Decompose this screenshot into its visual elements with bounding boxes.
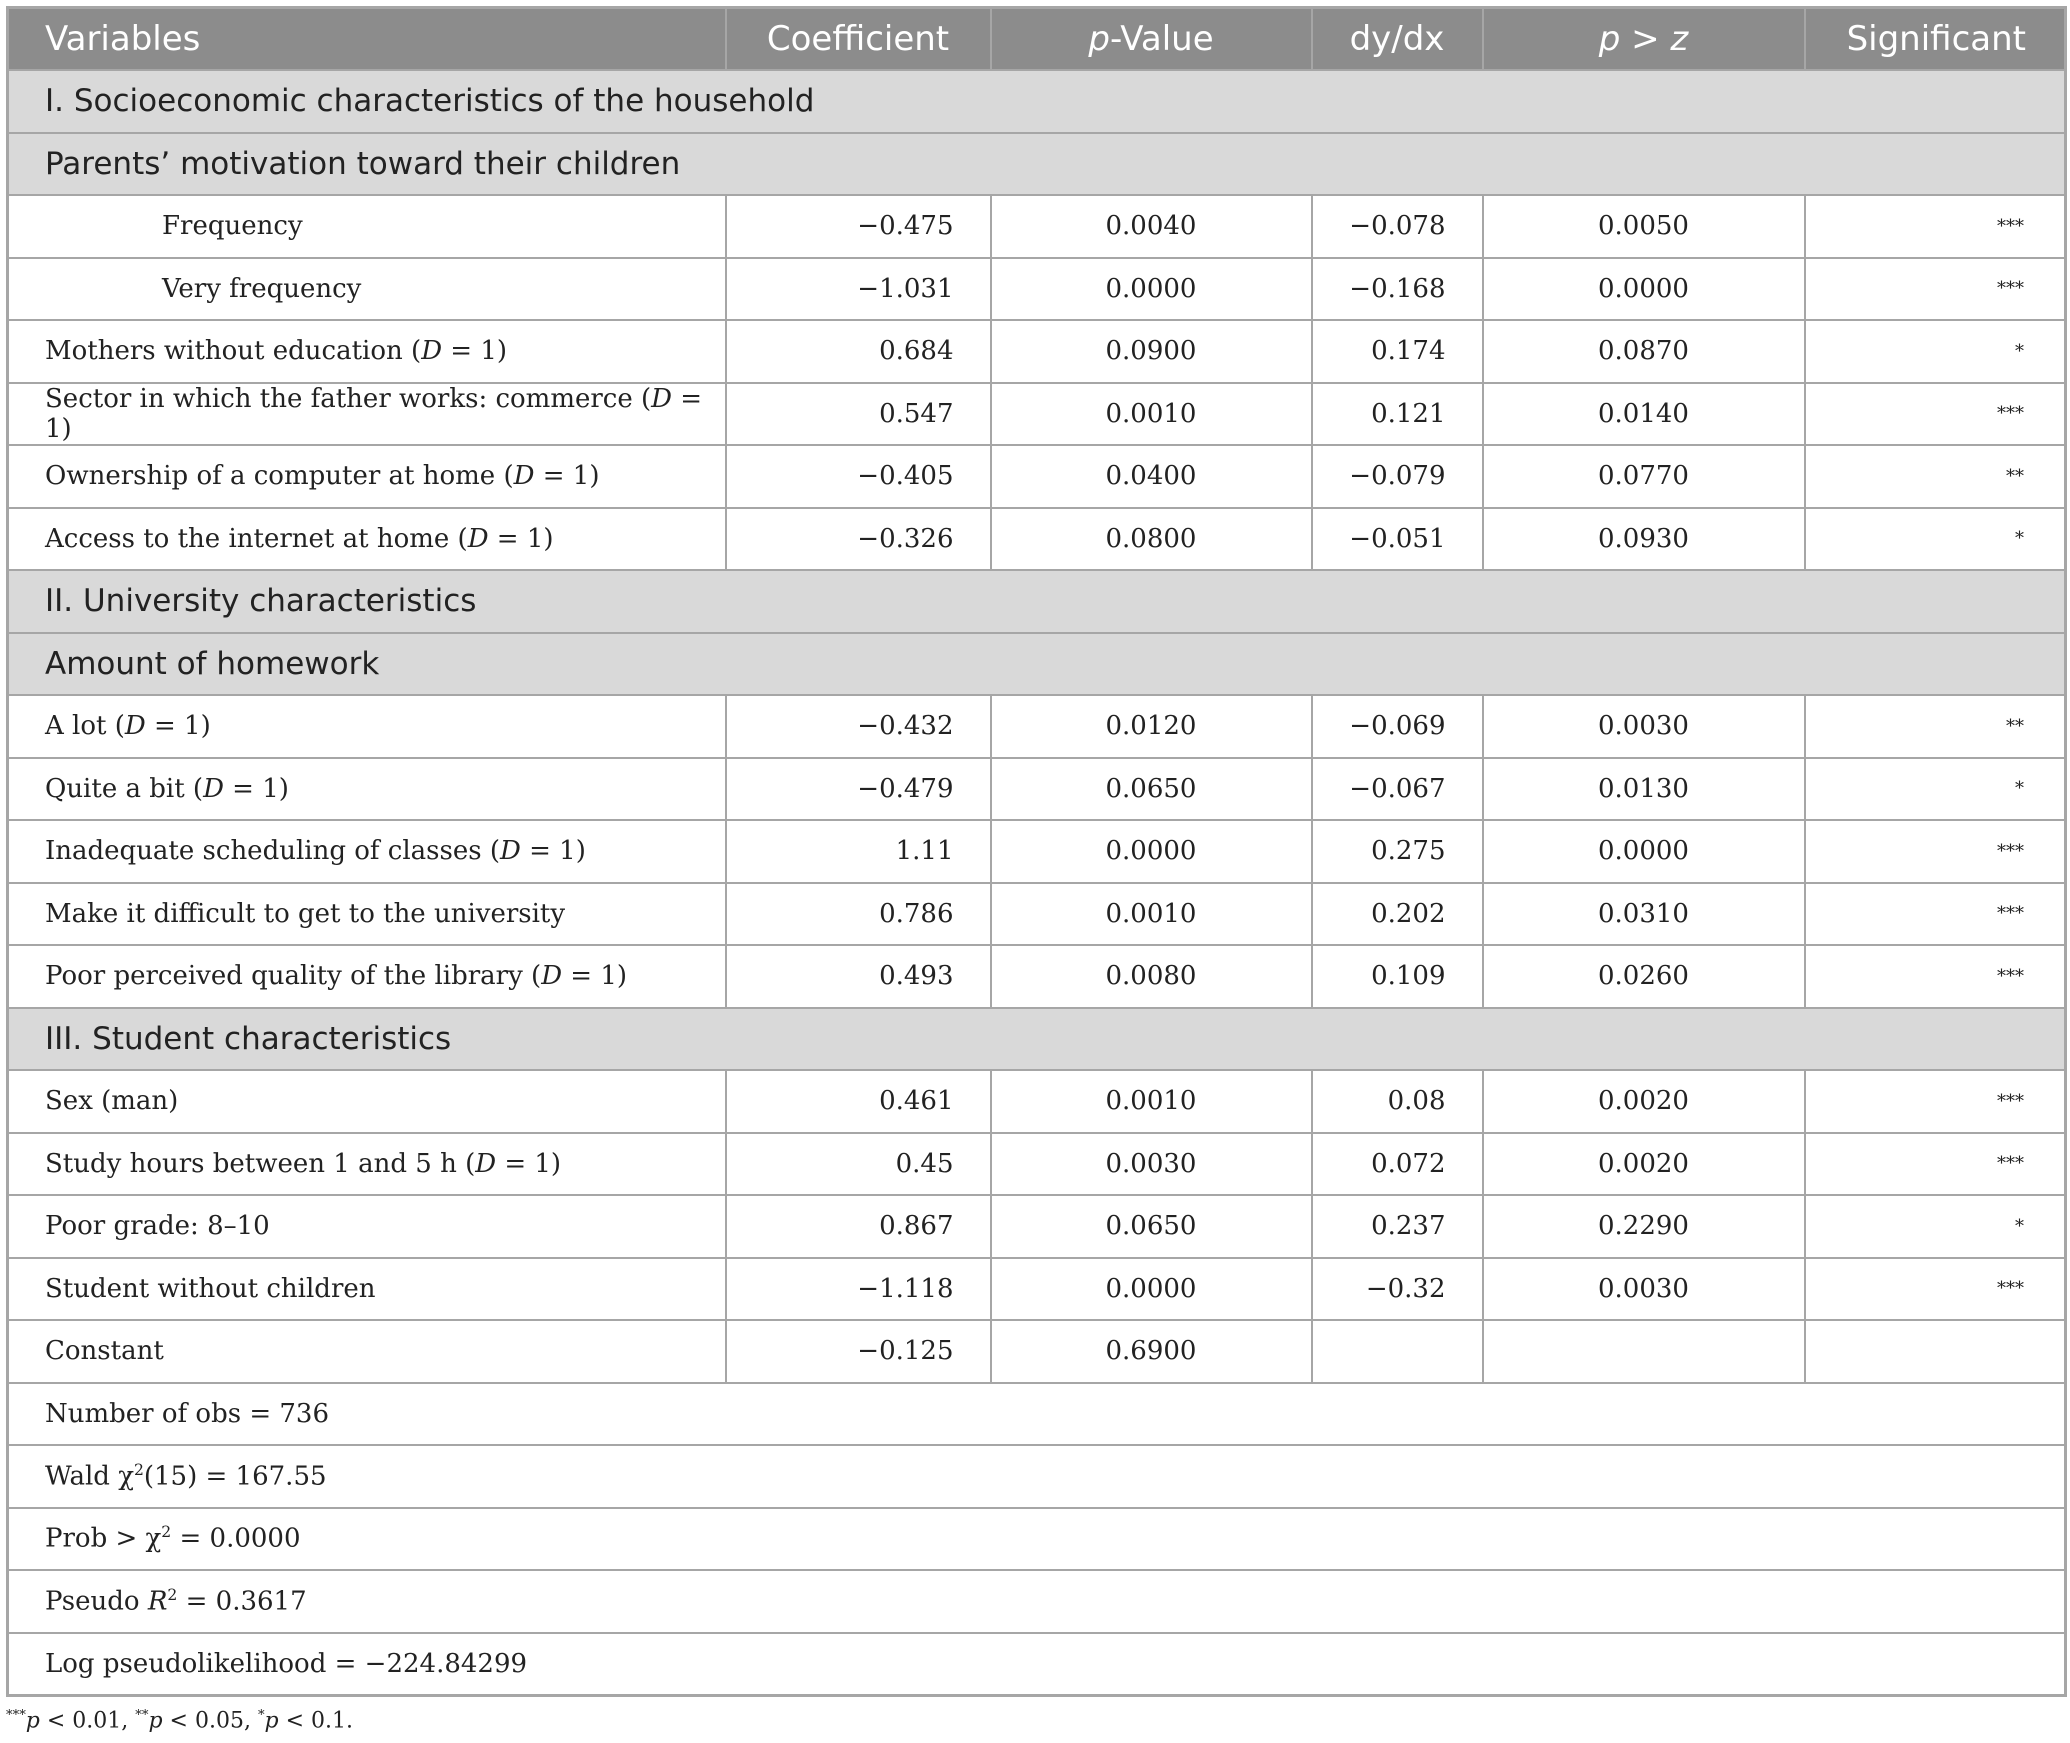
table-row xyxy=(8,820,2066,883)
table-row xyxy=(8,1133,2066,1196)
p-value-cell: 0.0080 xyxy=(991,945,1312,1008)
dydx-cell: −0.079 xyxy=(1312,445,1483,508)
p-value-cell: 0.6900 xyxy=(991,1320,1312,1383)
regression-table xyxy=(6,6,2067,1697)
p-z-cell: 0.2290 xyxy=(1483,1195,1805,1258)
p-z-cell: 0.0770 xyxy=(1483,445,1805,508)
variable-cell: Poor grade: 8–10 xyxy=(8,1195,726,1258)
p-value-cell: 0.0650 xyxy=(991,1195,1312,1258)
coefficient-cell: −0.432 xyxy=(726,695,991,758)
dydx-cell: 0.072 xyxy=(1312,1133,1483,1196)
significance-footnote: ***p < 0.01, **p < 0.05, *p < 0.1. xyxy=(6,1708,354,1734)
variable-cell: Sex (man) xyxy=(8,1070,726,1133)
table-row xyxy=(8,1258,2066,1321)
coefficient-cell: 0.547 xyxy=(726,383,991,446)
significance-cell: *** xyxy=(1805,945,2066,1008)
variable-cell: Access to the internet at home (D = 1) xyxy=(8,508,726,571)
p-value-cell: 0.0650 xyxy=(991,758,1312,821)
p-z-cell: 0.0000 xyxy=(1483,258,1805,321)
p-z-cell: 0.0020 xyxy=(1483,1070,1805,1133)
table-row xyxy=(8,1320,2066,1383)
p-z-cell: 0.0000 xyxy=(1483,820,1805,883)
subsection-header: Parents’ motivation toward their children xyxy=(8,133,2066,196)
significance-cell: * xyxy=(1805,508,2066,571)
p-value-cell: 0.0010 xyxy=(991,883,1312,946)
p-value-cell: 0.0120 xyxy=(991,695,1312,758)
dydx-cell: −0.069 xyxy=(1312,695,1483,758)
coefficient-cell: 0.45 xyxy=(726,1133,991,1196)
header-p-value: p-Value xyxy=(991,8,1312,71)
table-row xyxy=(8,945,2066,1008)
table-row xyxy=(8,695,2066,758)
variable-cell: Frequency xyxy=(8,195,726,258)
significance-cell: *** xyxy=(1805,1070,2066,1133)
significance-cell: *** xyxy=(1805,383,2066,446)
variable-cell: Quite a bit (D = 1) xyxy=(8,758,726,821)
table-row xyxy=(8,195,2066,258)
dydx-cell: −0.168 xyxy=(1312,258,1483,321)
variable-cell: Ownership of a computer at home (D = 1) xyxy=(8,445,726,508)
dydx-cell: 0.174 xyxy=(1312,320,1483,383)
p-value-cell: 0.0010 xyxy=(991,383,1312,446)
table-row xyxy=(8,758,2066,821)
variable-cell: Study hours between 1 and 5 h (D = 1) xyxy=(8,1133,726,1196)
table-row xyxy=(8,508,2066,571)
stat-row-wald xyxy=(8,1445,2066,1508)
dydx-cell: −0.32 xyxy=(1312,1258,1483,1321)
header-coefficient: Coefficient xyxy=(726,8,991,71)
dydx-cell: 0.202 xyxy=(1312,883,1483,946)
prob-chi2: Prob > $\chi^2 = 0.0000$ xyxy=(8,1508,2066,1571)
variable-cell: Constant xyxy=(8,1320,726,1383)
significance-cell: *** xyxy=(1805,1258,2066,1321)
wald-chi2: Wald $\chi^2(15) = 167.55$ xyxy=(8,1445,2066,1508)
section-header: I. Socioeconomic characteristics of the household xyxy=(8,70,2066,133)
coefficient-cell: 0.786 xyxy=(726,883,991,946)
dydx-cell: −0.067 xyxy=(1312,758,1483,821)
variable-cell: Sector in which the father works: commerce (D = 1) xyxy=(8,383,726,446)
significance-cell: ** xyxy=(1805,695,2066,758)
p-value-cell: 0.0040 xyxy=(991,195,1312,258)
stat-row-prob xyxy=(8,1508,2066,1571)
dydx-cell: −0.051 xyxy=(1312,508,1483,571)
table-row xyxy=(8,258,2066,321)
coefficient-cell: −0.326 xyxy=(726,508,991,571)
header-p-z: p > z xyxy=(1483,8,1805,71)
header-dydx: dy/dx xyxy=(1312,8,1483,71)
dydx-cell: 0.109 xyxy=(1312,945,1483,1008)
dydx-cell: 0.237 xyxy=(1312,1195,1483,1258)
dydx-cell: 0.08 xyxy=(1312,1070,1483,1133)
variable-cell: Very frequency xyxy=(8,258,726,321)
pseudo-r2: Pseudo $R^2 = 0.3617$ xyxy=(8,1570,2066,1633)
stat-row-loglik xyxy=(8,1633,2066,1696)
p-value-cell: 0.0010 xyxy=(991,1070,1312,1133)
coefficient-cell: 0.867 xyxy=(726,1195,991,1258)
p-value-cell: 0.0000 xyxy=(991,820,1312,883)
significance-cell: *** xyxy=(1805,258,2066,321)
coefficient-cell: −1.031 xyxy=(726,258,991,321)
significance-cell: *** xyxy=(1805,883,2066,946)
coefficient-cell: 0.684 xyxy=(726,320,991,383)
dydx-cell: 0.121 xyxy=(1312,383,1483,446)
p-z-cell: 0.0050 xyxy=(1483,195,1805,258)
number-of-obs: Number of obs = 736 xyxy=(8,1383,2066,1446)
coefficient-cell: −0.405 xyxy=(726,445,991,508)
variable-cell: Mothers without education (D = 1) xyxy=(8,320,726,383)
section-header: II. University characteristics xyxy=(8,570,2066,633)
table-row xyxy=(8,883,2066,946)
table-row xyxy=(8,320,2066,383)
variable-cell: Inadequate scheduling of classes (D = 1) xyxy=(8,820,726,883)
table-row xyxy=(8,1070,2066,1133)
p-z-cell: 0.0870 xyxy=(1483,320,1805,383)
p-value-cell: 0.0030 xyxy=(991,1133,1312,1196)
table-row xyxy=(8,445,2066,508)
coefficient-cell: −0.125 xyxy=(726,1320,991,1383)
significance-cell: * xyxy=(1805,758,2066,821)
significance-cell: *** xyxy=(1805,820,2066,883)
p-z-cell: 0.0260 xyxy=(1483,945,1805,1008)
log-pseudolikelihood: Log pseudolikelihood = −224.84299 xyxy=(8,1633,2066,1696)
p-z-cell: 0.0930 xyxy=(1483,508,1805,571)
significance-cell: ** xyxy=(1805,445,2066,508)
subsection-header: Amount of homework xyxy=(8,633,2066,696)
dydx-cell xyxy=(1312,1320,1483,1383)
p-value-cell: 0.0000 xyxy=(991,1258,1312,1321)
p-z-cell: 0.0130 xyxy=(1483,758,1805,821)
table-row xyxy=(8,383,2066,446)
coefficient-cell: −0.475 xyxy=(726,195,991,258)
coefficient-cell: −0.479 xyxy=(726,758,991,821)
header-variables: Variables xyxy=(8,8,726,71)
significance-cell xyxy=(1805,1320,2066,1383)
stat-row-obs xyxy=(8,1383,2066,1446)
table-row xyxy=(8,1195,2066,1258)
p-z-cell: 0.0140 xyxy=(1483,383,1805,446)
p-value-cell: 0.0000 xyxy=(991,258,1312,321)
section-header: III. Student characteristics xyxy=(8,1008,2066,1071)
variable-cell: A lot (D = 1) xyxy=(8,695,726,758)
coefficient-cell: −1.118 xyxy=(726,1258,991,1321)
significance-cell: * xyxy=(1805,320,2066,383)
variable-cell: Make it difficult to get to the university xyxy=(8,883,726,946)
variable-cell: Poor perceived quality of the library (D = 1) xyxy=(8,945,726,1008)
dydx-cell: −0.078 xyxy=(1312,195,1483,258)
p-z-cell xyxy=(1483,1320,1805,1383)
significance-cell: * xyxy=(1805,1195,2066,1258)
p-z-cell: 0.0310 xyxy=(1483,883,1805,946)
p-z-cell: 0.0030 xyxy=(1483,695,1805,758)
variable-cell: Student without children xyxy=(8,1258,726,1321)
coefficient-cell: 0.461 xyxy=(726,1070,991,1133)
dydx-cell: 0.275 xyxy=(1312,820,1483,883)
header-significant: Significant xyxy=(1805,8,2066,71)
significance-cell: *** xyxy=(1805,195,2066,258)
p-value-cell: 0.0900 xyxy=(991,320,1312,383)
p-value-cell: 0.0400 xyxy=(991,445,1312,508)
p-value-cell: 0.0800 xyxy=(991,508,1312,571)
p-z-cell: 0.0030 xyxy=(1483,1258,1805,1321)
coefficient-cell: 0.493 xyxy=(726,945,991,1008)
p-z-cell: 0.0020 xyxy=(1483,1133,1805,1196)
significance-cell: *** xyxy=(1805,1133,2066,1196)
header-row xyxy=(8,8,2066,71)
stat-row-r2 xyxy=(8,1570,2066,1633)
coefficient-cell: 1.11 xyxy=(726,820,991,883)
